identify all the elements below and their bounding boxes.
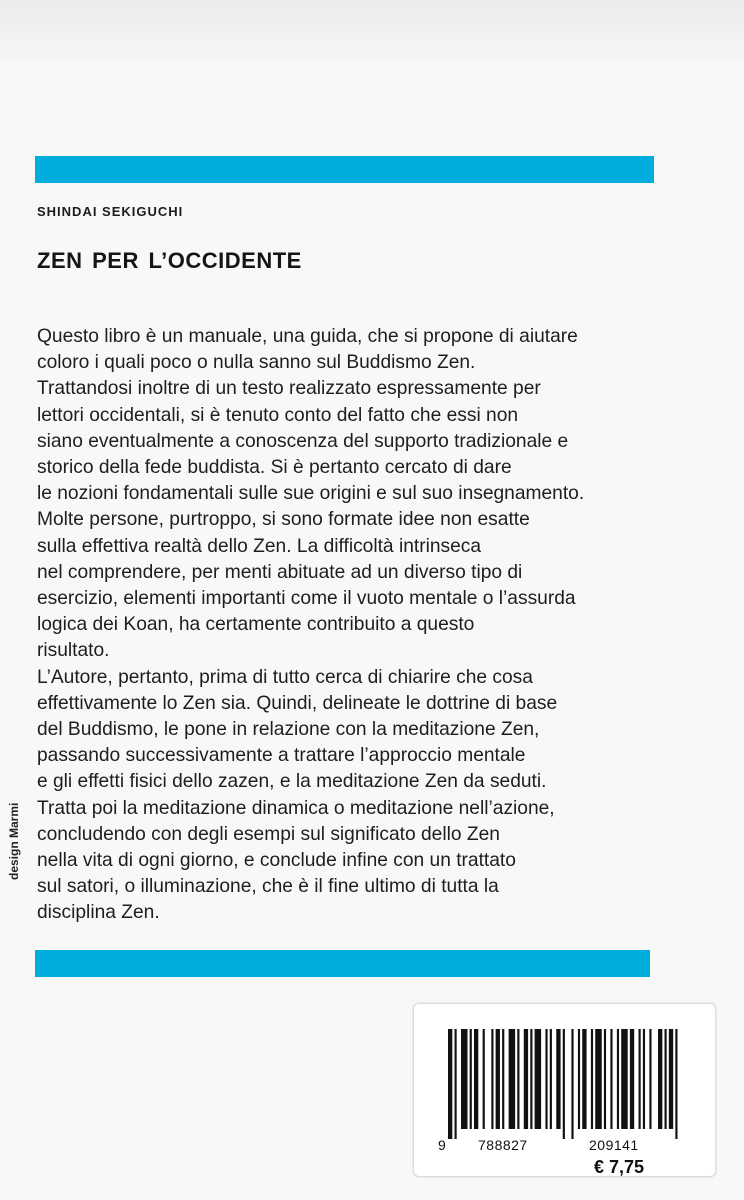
barcode-bar [571,1029,573,1139]
description-line: lettori occidentali, si è tenuto conto del fatto che essi non [37,404,519,426]
cover-top-edge [0,0,744,60]
barcode-bar [496,1029,500,1129]
barcode-bar [474,1029,478,1129]
barcode-bar [610,1029,612,1129]
barcode-bar [461,1029,468,1129]
barcode-bar [448,1029,452,1139]
barcode-bar [621,1029,628,1129]
barcode-bar [630,1029,634,1129]
barcode-bar [563,1029,565,1139]
description-line: siano eventualmente a conoscenza del supporto tradizionale e [37,430,569,452]
design-credit: design Marmi [7,802,21,880]
book-title: ZEN PER L’OCCIDENTE [37,248,302,273]
description-line: esercizio, elementi importanti come il vuoto mentale o l’assurda [37,588,576,610]
description-line: Trattandosi inoltre di un testo realizzato espressamente per [37,378,541,400]
description-line: risultato. [37,640,110,662]
description-line: nel comprendere, per menti abituate ad un diverso tipo di [37,561,523,583]
description-line: e gli effetti fisici dello zazen, e la meditazione Zen da seduti. [37,771,547,793]
description-line: logica dei Koan, ha certamente contribuito a questo [37,614,475,636]
description-line: sul satori, o illuminazione, che è il fine ultimo di tutta la [37,876,499,898]
description-line: nella vita di ogni giorno, e conclude infine con un trattato [37,850,516,872]
barcode-bar [595,1029,602,1129]
barcode-bar [524,1029,528,1129]
description-line: disciplina Zen. [37,902,160,924]
barcode-image [446,1029,686,1139]
barcode-bar [617,1029,619,1129]
description-line: Questo libro è un manuale, una guida, che si propone di aiutare [37,326,578,347]
description-line: concludendo con degli esempi sul significato dello Zen [37,823,500,845]
description-text [37,324,677,927]
description-line: del Buddismo, le pone in relazione con la meditazione Zen, [37,719,540,741]
barcode-digits-right: 209141 [589,1137,639,1153]
barcode-bar [502,1029,504,1129]
barcode-bar [643,1029,645,1129]
description-line: le nozioni fondamentali sulle sue origini e sul suo insegnamento. [37,483,585,505]
bottom-blue-band [35,950,650,977]
barcode-bar [604,1029,606,1129]
price-sticker [413,1003,716,1177]
top-blue-band [35,156,654,183]
barcode-bar [455,1029,457,1139]
description-line: Molte persone, purtroppo, si sono formate idee non esatte [37,509,530,531]
description-line: coloro i quali poco o nulla sanno sul Buddismo Zen. [37,352,476,374]
barcode-bar [658,1029,662,1129]
description-line: Tratta poi la meditazione dinamica o meditazione nell’azione, [37,797,555,819]
barcode-bar [483,1029,485,1129]
description-line: passando successivamente a trattare l’approccio mentale [37,745,526,767]
barcode-digit-first: 9 [438,1137,446,1153]
barcode-bar [550,1029,552,1129]
description-line: sulla effettiva realtà dello Zen. La difficoltà intrinseca [37,535,482,557]
barcode-bar [591,1029,593,1129]
barcode-bar [665,1029,667,1129]
price-label: € 7,75 [594,1157,645,1177]
barcode-bar [669,1029,673,1129]
barcode-bar [470,1029,472,1129]
author-name: SHINDAI SEKIGUCHI [37,204,184,219]
barcode-bar [649,1029,651,1129]
barcode-bar [545,1029,547,1129]
barcode-bar [675,1029,677,1139]
barcode-bar [556,1029,560,1129]
barcode-bar [578,1029,580,1129]
barcode-bar [582,1029,586,1129]
description-line: L’Autore, pertanto, prima di tutto cerca di chiarire che cosa [37,666,533,688]
barcode-bar [535,1029,542,1129]
barcode-bar [491,1029,493,1129]
barcode-bar [517,1029,519,1129]
description-line: effettivamente lo Zen sia. Quindi, delineate le dottrine di base [37,692,558,714]
barcode-digits-left: 788827 [478,1137,528,1153]
barcode-bar [530,1029,532,1129]
barcode-bar [509,1029,516,1129]
barcode-bar [639,1029,641,1129]
description-line: storico della fede buddista. Si è pertanto cercato di dare [37,457,512,479]
